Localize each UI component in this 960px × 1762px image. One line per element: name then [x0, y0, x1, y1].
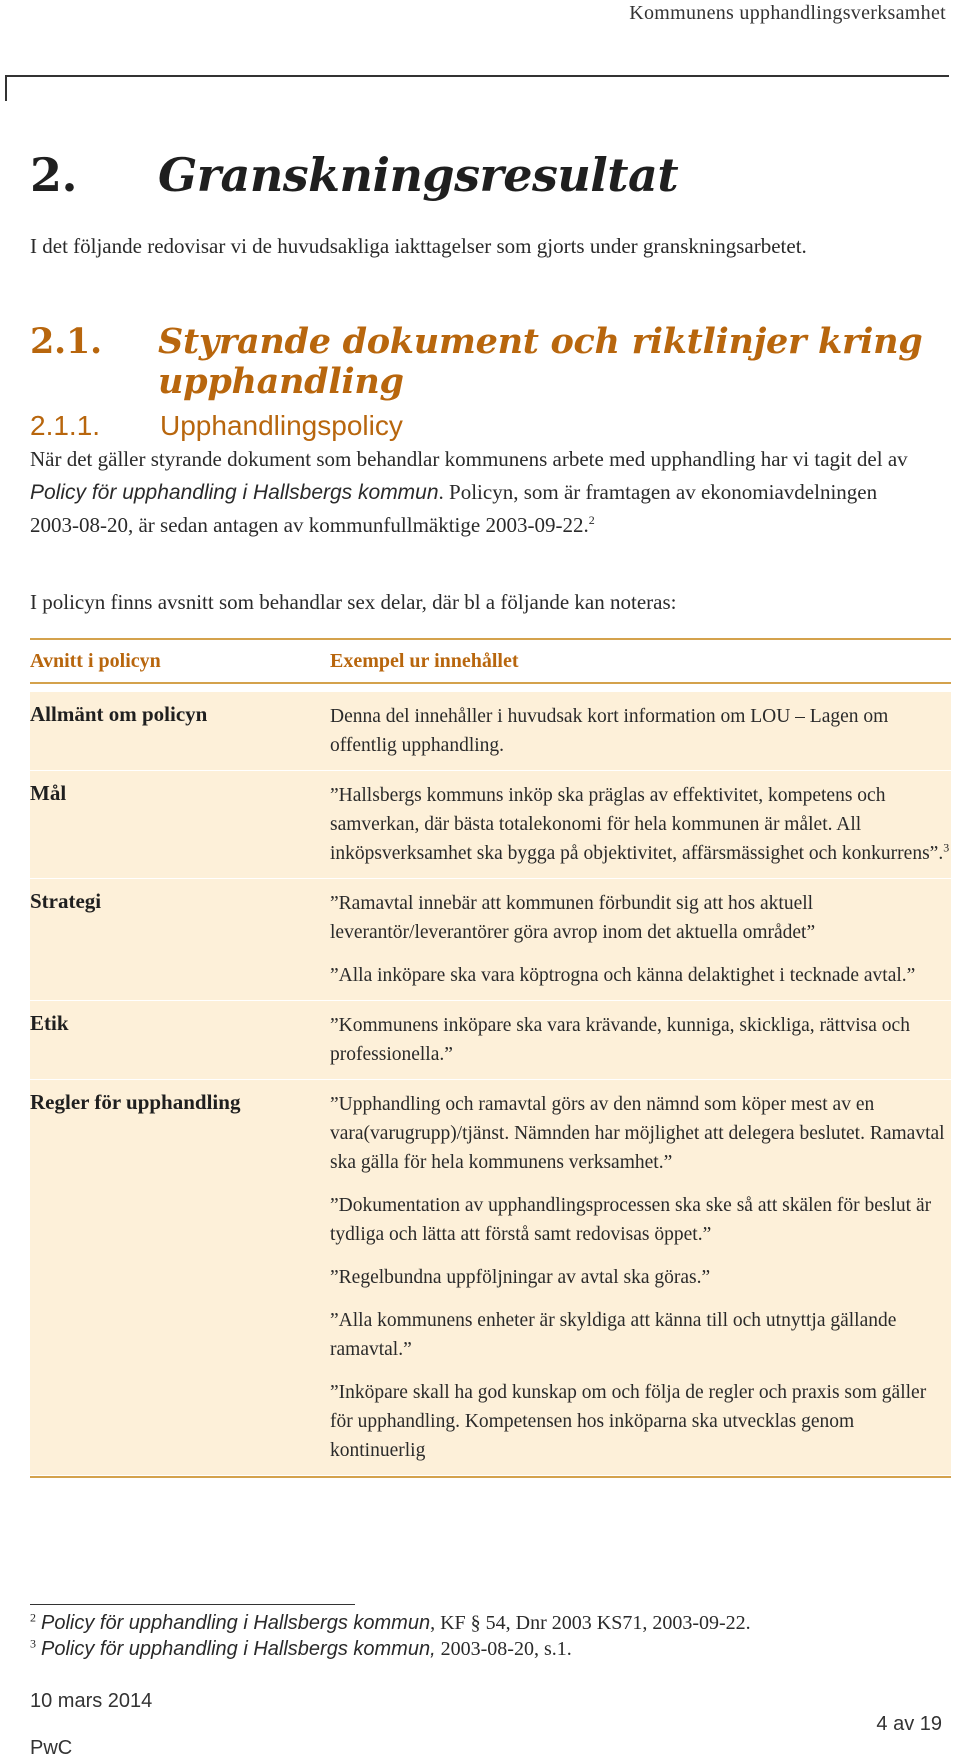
- row-content-paragraph: ”Dokumentation av upphandlingsprocessen ska ske så att skälen för beslut är tydliga och lätta att förstå samt redovisas öppet.”: [330, 1195, 932, 1245]
- row-content-paragraph: Denna del innehåller i huvudsak kort information om LOU – Lagen om offentlig upphandling.: [330, 706, 889, 756]
- section-number: 2.: [30, 148, 78, 202]
- table-row: [30, 771, 951, 879]
- row-content-paragraph: ”Alla inköpare ska vara köptrogna och känna delaktighet i tecknade avtal.”: [330, 965, 916, 986]
- row-content-text: ”Hallsbergs kommuns inköp ska präglas av effektivitet, kompetens och samverkan, där bästa totalekonomi för hela kommunen är målet. All inköpsverksamhet ska bygga på objektivitet, affärsmässighet och konkurrens”.: [330, 785, 944, 864]
- policy-paragraph: [30, 443, 930, 542]
- policy-title-italic: Policy för upphandling i Hallsbergs kommun: [30, 481, 439, 504]
- table-row: [30, 692, 951, 771]
- header-rule-tick: [5, 75, 7, 101]
- row-section-label: Etik: [30, 1011, 69, 1035]
- row-content-paragraph: ”Regelbundna uppföljningar av avtal ska göras.”: [330, 1267, 711, 1288]
- page-number: 4 av 19: [876, 1713, 942, 1735]
- row-content: [330, 771, 951, 878]
- footnote-italic: Policy för upphandling i Hallsbergs kommun,: [41, 1638, 436, 1660]
- subsubsection-number: 2.1.1.: [30, 410, 101, 441]
- subsection-number: 2.1.: [30, 321, 102, 362]
- row-content: [330, 879, 951, 1000]
- row-content: [330, 692, 951, 770]
- row-content: [330, 1080, 951, 1475]
- section-heading: [30, 148, 678, 202]
- subsubsection-title: Upphandlingspolicy: [160, 410, 403, 441]
- footnote-rest: 2003-08-20, s.1.: [435, 1638, 572, 1660]
- table-row: [30, 879, 951, 1001]
- policy-paragraph-text-b: . Policyn, som är framtagen av ekonomiavdelningen 2003-08-20, är sedan antagen av kommunfullmäktige 2003-09-22.: [30, 480, 878, 537]
- subsubsection-heading: [30, 410, 403, 442]
- footnote: [30, 1638, 572, 1661]
- row-section-label: Mål: [30, 781, 67, 805]
- footnote-number: 3: [30, 1636, 36, 1651]
- section-title: Granskningsresultat: [158, 148, 679, 202]
- footer-date: 10 mars 2014: [30, 1690, 153, 1712]
- row-content-paragraph: [330, 781, 951, 868]
- row-section-label: Allmänt om policyn: [30, 702, 208, 726]
- row-content-paragraph: ”Inköpare skall ha god kunskap om och följa de regler och praxis som gäller för upphandling. Kompetensen hos inköparna ska utvecklas genom kontinuerlig: [330, 1382, 927, 1461]
- row-content-paragraph: ”Upphandling och ramavtal görs av den nämnd som köper mest av en vara(varugrupp)/tjänst. Nämnden har möjlighet att delegera beslutet. Ramavtal ska gälla för hela kommunens verksamhet.”: [330, 1094, 945, 1173]
- footer-brand: PwC: [30, 1737, 73, 1759]
- policy-sections-intro: I policyn finns avsnitt som behandlar sex delar, där bl a följande kan noteras:: [30, 590, 677, 614]
- row-content-paragraph: ”Kommunens inköpare ska vara krävande, kunniga, skickliga, rättvisa och professionella.”: [330, 1015, 910, 1065]
- table-header-row: [30, 640, 951, 684]
- footnote: [30, 1612, 751, 1635]
- footnote-ref-3[interactable]: 3: [943, 840, 950, 855]
- footnote-number: 2: [30, 1610, 36, 1625]
- running-header: Kommunens upphandlingsverksamhet: [629, 2, 946, 24]
- footnote-rule: [30, 1604, 355, 1605]
- row-section-label: Strategi: [30, 889, 102, 913]
- policy-table: [30, 638, 951, 1478]
- subsection-title-line2: upphandling: [158, 361, 404, 402]
- subsection-heading: [30, 322, 922, 402]
- row-content: [330, 1001, 951, 1079]
- header-rule: [5, 75, 949, 77]
- table-row: [30, 1080, 951, 1476]
- row-content-paragraph: ”Ramavtal innebär att kommunen förbundit sig att hos aktuell leverantör/leverantörer göra avrop inom det aktuella området”: [330, 893, 816, 943]
- section-intro: I det följande redovisar vi de huvudsakliga iakttagelser som gjorts under granskningsarbetet.: [30, 234, 807, 258]
- footnote-italic: Policy för upphandling i Hallsbergs kommun: [41, 1612, 431, 1634]
- policy-paragraph-text-a: När det gäller styrande dokument som behandlar kommunens arbete med upphandling har vi tagit del av: [30, 447, 908, 471]
- row-section-label: Regler för upphandling: [30, 1090, 241, 1114]
- table-row: [30, 1001, 951, 1080]
- footnote-ref-2[interactable]: 2: [588, 513, 595, 527]
- row-content-paragraph: ”Alla kommunens enheter är skyldiga att känna till och utnyttja gällande ramavtal.”: [330, 1310, 897, 1360]
- subsection-title-line1: Styrande dokument och riktlinjer kring: [158, 321, 923, 362]
- footnote-rest: , KF § 54, Dnr 2003 KS71, 2003-09-22.: [430, 1612, 751, 1634]
- table-header-section: Avnitt i policyn: [30, 649, 161, 672]
- table-header-content: Exempel ur innehållet: [330, 649, 519, 672]
